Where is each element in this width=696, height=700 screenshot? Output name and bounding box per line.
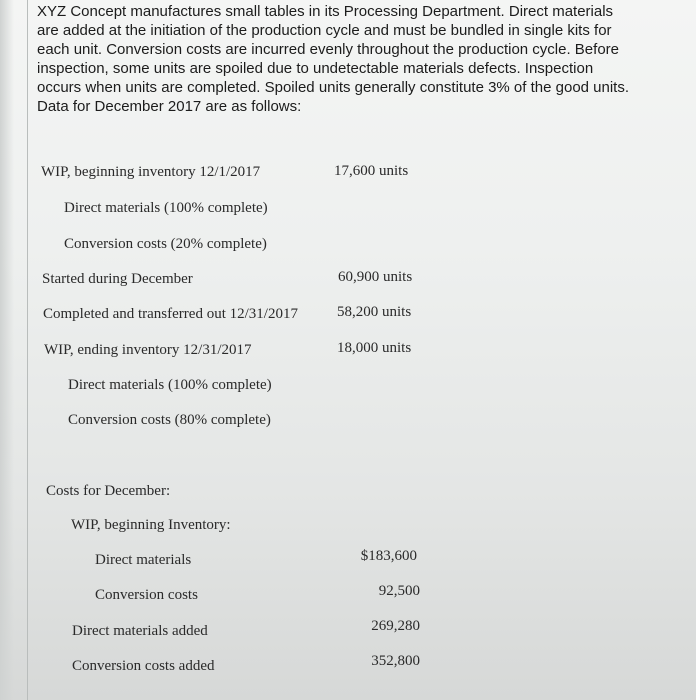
wip-ending-units: 18,000 units [337, 340, 412, 356]
wip-ending-label: WIP, ending inventory 12/31/2017 [44, 342, 252, 358]
costs-dm-added-label: Direct materials added [72, 623, 208, 639]
wip-beginning-cc-label: Conversion costs (20% complete) [64, 236, 267, 252]
costs-dm-added-value: 269,280 [371, 618, 420, 634]
costs-wip-beginning-label: WIP, beginning Inventory: [71, 517, 231, 533]
problem-description: XYZ Concept manufactures small tables in its Processing Department. Direct materials are added at the initiation of the production cycle and must be bundled in single kits for each unit. Conversion costs are incurred evenly throughout the production cycle. Before inspection, some units are spoiled due to undetectable materials defects. Inspection occurs when units are completed. Spoiled units generally constitute 3% of the good units. Data for December 2017 are as follows: [37, 3, 630, 115]
costs-cc-added-label: Conversion costs added [72, 658, 215, 674]
completed-units: 58,200 units [337, 304, 412, 320]
wip-beginning-units: 17,600 units [334, 163, 409, 179]
completed-label: Completed and transferred out 12/31/2017 [43, 306, 298, 322]
costs-cc-added-value: 352,800 [371, 653, 420, 669]
costs-dm-value: $183,600 [360, 548, 417, 564]
wip-beginning-label: WIP, beginning inventory 12/1/2017 [41, 164, 261, 180]
costs-cc-value: 92,500 [378, 583, 420, 599]
started-label: Started during December [42, 271, 193, 287]
wip-beginning-dm-label: Direct materials (100% complete) [64, 200, 268, 216]
costs-cc-label: Conversion costs [95, 587, 198, 603]
wip-ending-dm-label: Direct materials (100% complete) [68, 377, 272, 393]
started-units: 60,900 units [338, 269, 413, 285]
wip-ending-cc-label: Conversion costs (80% complete) [68, 412, 271, 428]
costs-heading: Costs for December: [46, 483, 171, 499]
page-edge-shadow [0, 0, 14, 700]
costs-dm-label: Direct materials [95, 552, 192, 568]
margin-line [27, 0, 28, 700]
